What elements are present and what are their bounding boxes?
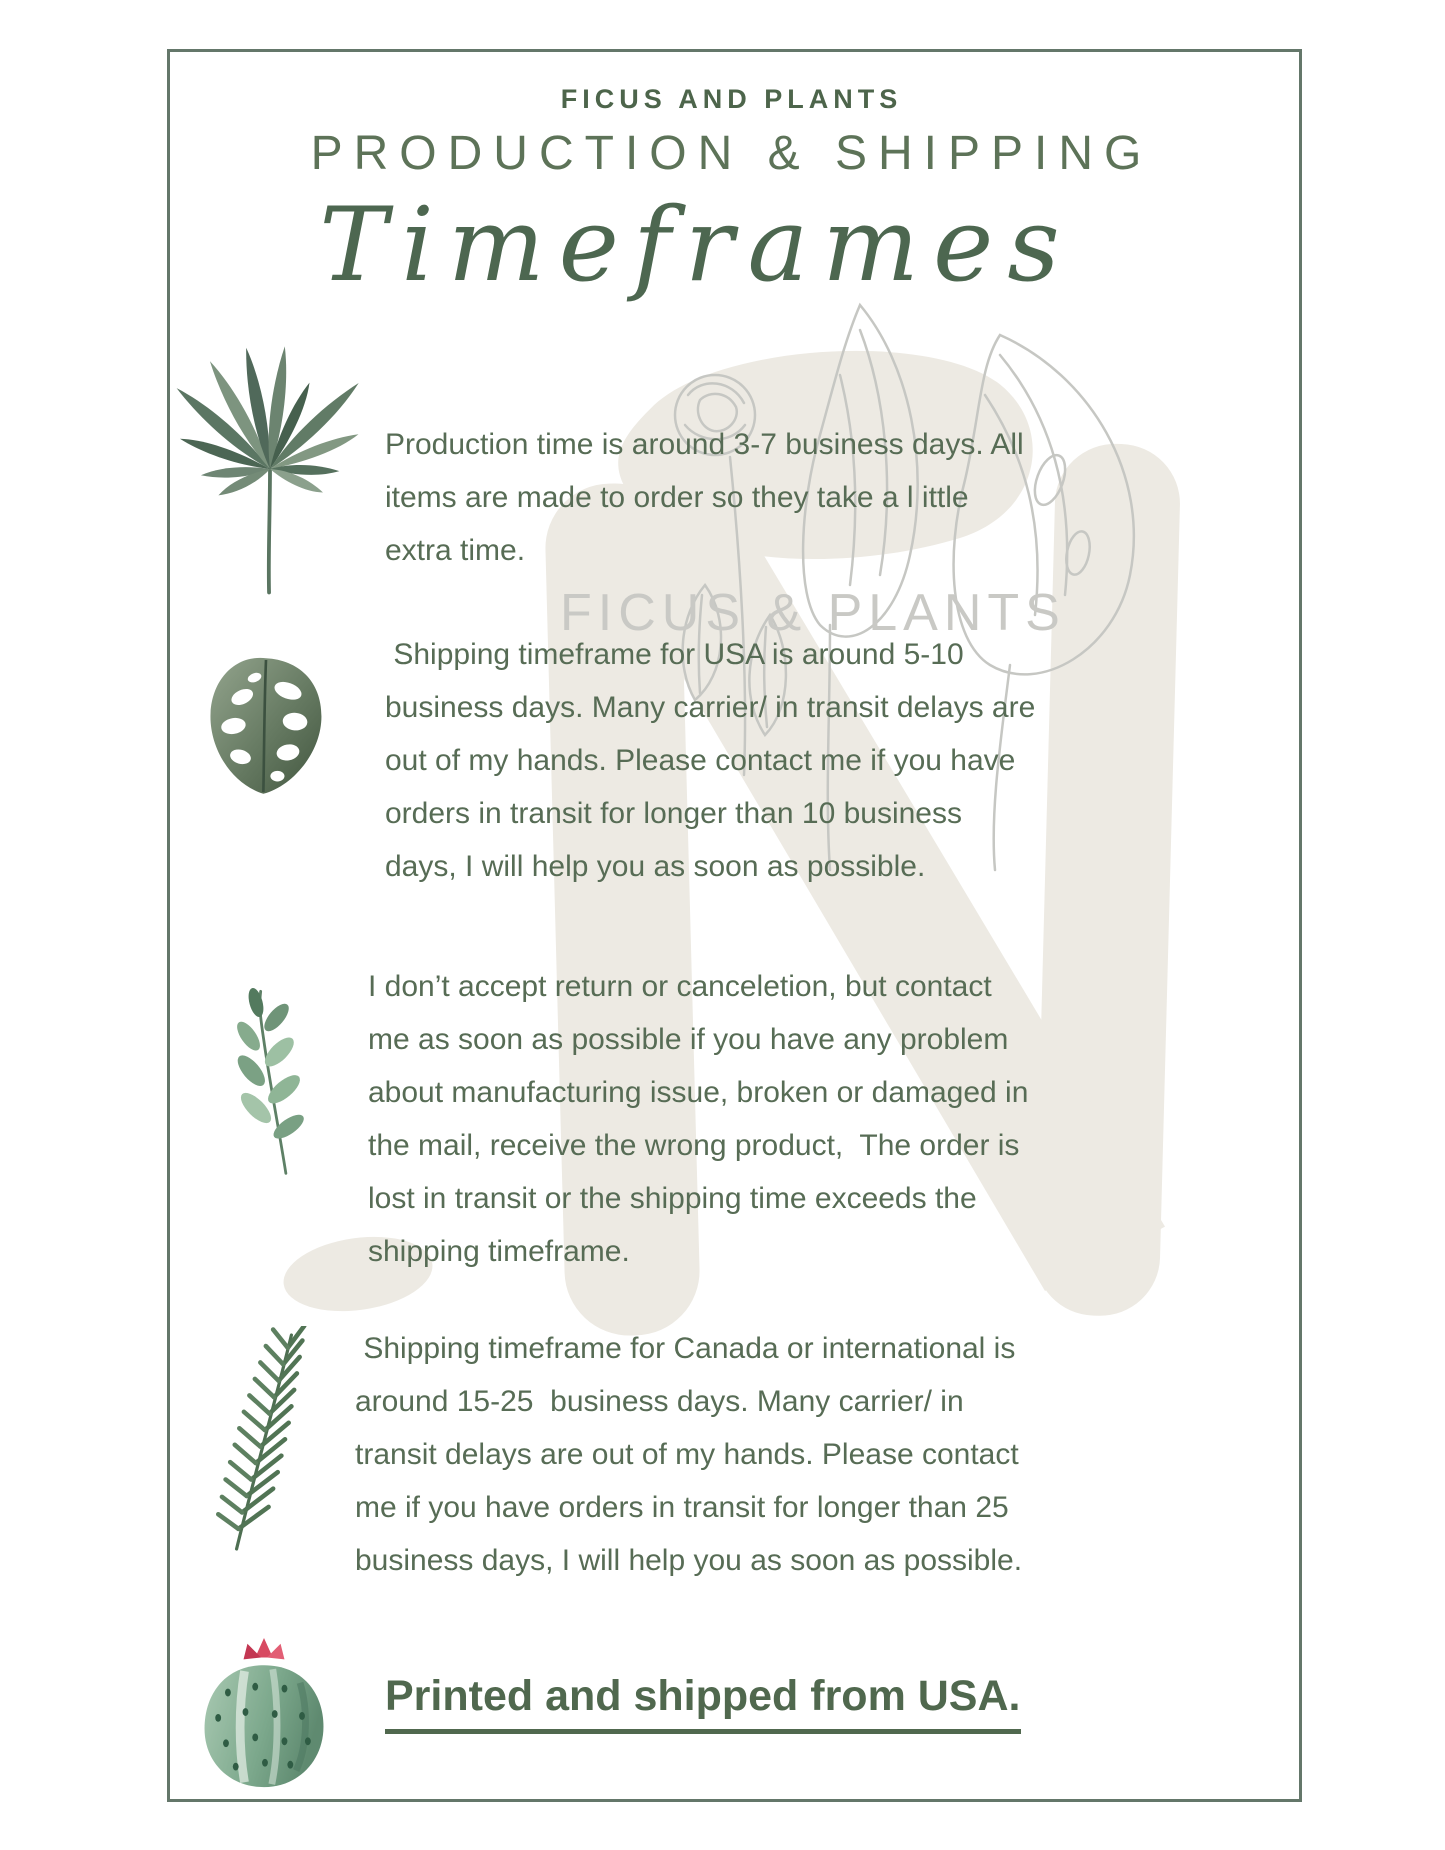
paragraph-line: lost in transit or the shipping time exceeds the bbox=[368, 1182, 977, 1215]
footer-note: Printed and shipped from USA. bbox=[385, 1672, 1021, 1734]
paragraph-line: out of my hands. Please contact me if you have bbox=[385, 744, 1016, 777]
paragraph-returns-policy bbox=[368, 960, 1028, 1278]
monstera-leaf-icon bbox=[200, 650, 332, 802]
palm-leaf-icon bbox=[175, 338, 365, 600]
cactus-icon bbox=[190, 1636, 338, 1792]
paragraph-line: the mail, receive the wrong product, The order is bbox=[368, 1129, 1020, 1162]
fern-leaf-icon bbox=[200, 1326, 328, 1558]
paragraph-shipping-usa bbox=[385, 628, 1035, 893]
paragraph-line: shipping timeframe. bbox=[368, 1235, 630, 1268]
paragraph-line: business days, I will help you as soon as possible. bbox=[355, 1544, 1023, 1577]
paragraph-line: business days. Many carrier/ in transit delays are bbox=[385, 691, 1036, 724]
paragraph-production-time bbox=[385, 418, 1024, 577]
paragraph-line: transit delays are out of my hands. Please contact bbox=[355, 1438, 1019, 1471]
paragraph-line: orders in transit for longer than 10 business bbox=[385, 797, 962, 830]
paragraph-line: me if you have orders in transit for longer than 25 bbox=[355, 1491, 1009, 1524]
paragraph-shipping-international bbox=[355, 1322, 1022, 1587]
watermark-text: FICUS & PLANTS bbox=[560, 584, 1066, 642]
paragraph-line: Production time is around 3-7 business days. All bbox=[385, 428, 1024, 461]
paragraph-line: items are made to order so they take a l ittle bbox=[385, 481, 969, 514]
brand-name: FICUS AND PLANTS bbox=[560, 84, 903, 114]
paragraph-line: Shipping timeframe for USA is around 5-10 bbox=[385, 638, 964, 671]
paragraph-line: days, I will help you as soon as possible. bbox=[385, 850, 926, 883]
leaf-branch-icon bbox=[228, 980, 340, 1180]
paragraph-line: around 15-25 business days. Many carrier/ in bbox=[355, 1385, 964, 1418]
paragraph-line: I don’t accept return or canceletion, but contact bbox=[368, 970, 992, 1003]
paragraph-line: about manufacturing issue, broken or damaged in bbox=[368, 1076, 1029, 1109]
script-subtitle: Timeframes bbox=[319, 186, 1074, 305]
page-title: PRODUCTION & SHIPPING bbox=[310, 127, 1153, 180]
paragraph-line: extra time. bbox=[385, 534, 526, 567]
paragraph-line: me as soon as possible if you have any problem bbox=[368, 1023, 1009, 1056]
paragraph-line: Shipping timeframe for Canada or international is bbox=[355, 1332, 1016, 1365]
